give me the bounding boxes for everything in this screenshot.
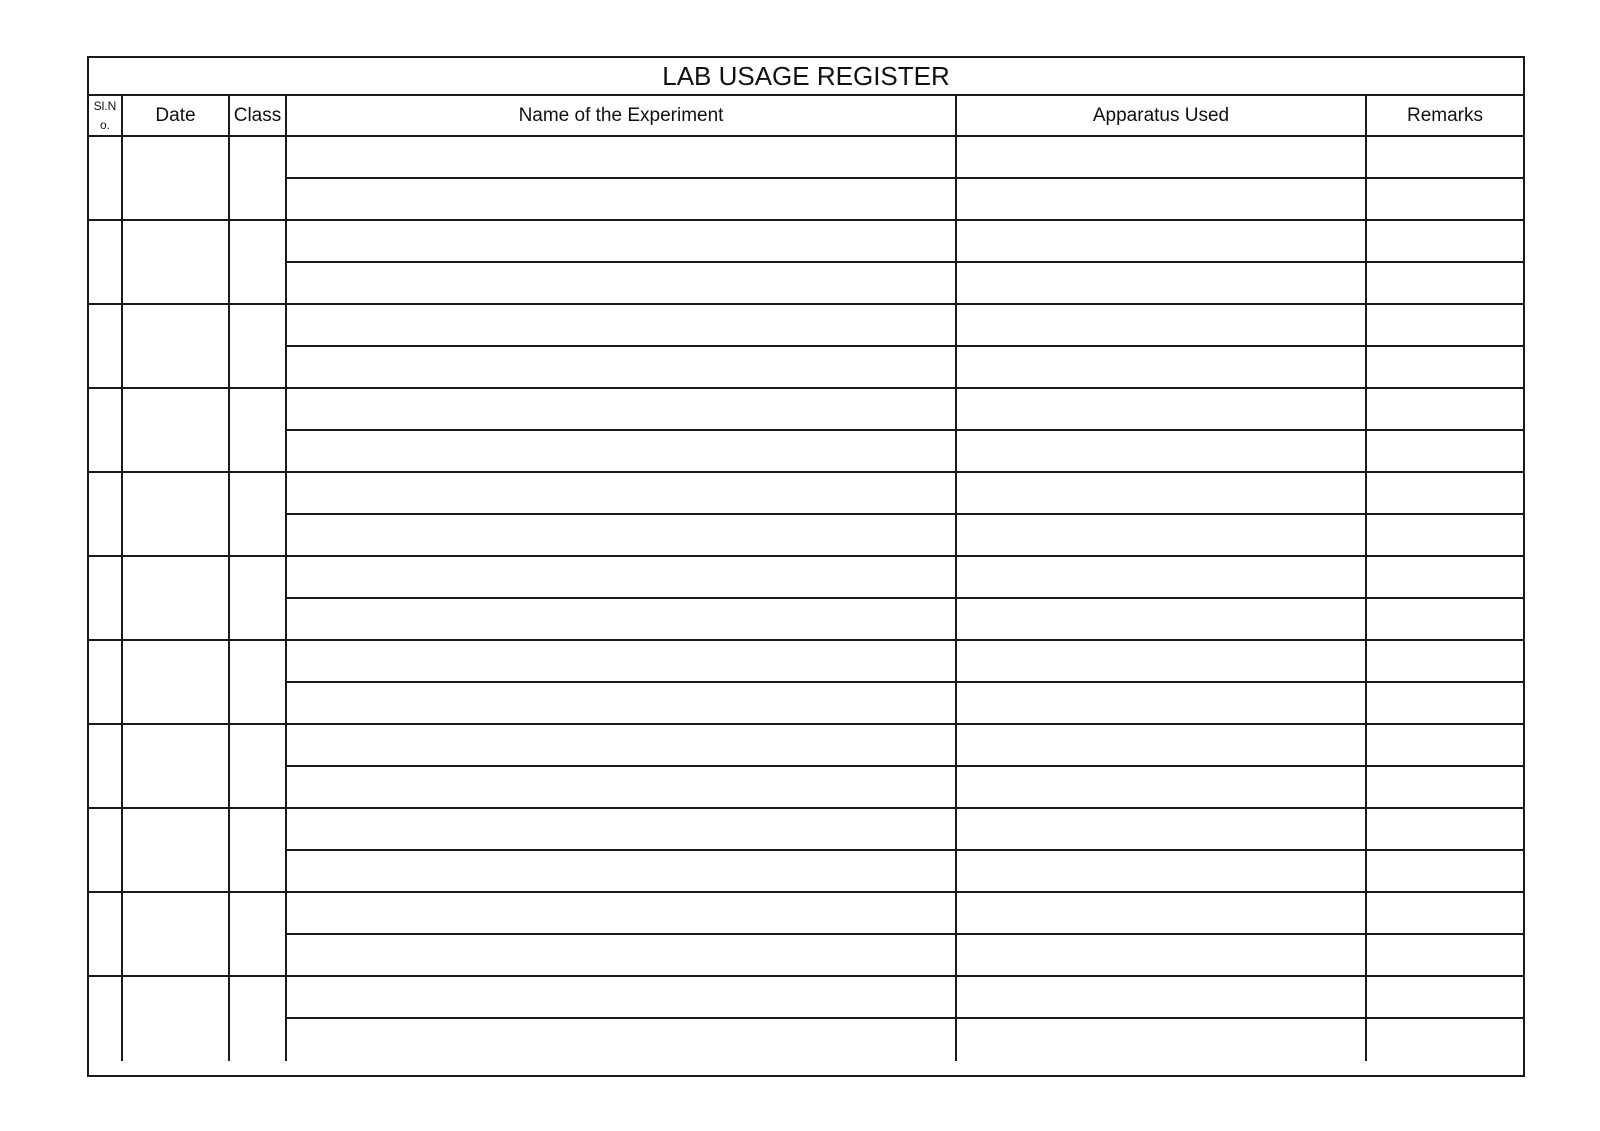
header-date: Date [123, 96, 230, 137]
register-title: LAB USAGE REGISTER [89, 58, 1523, 96]
experiment-cell [287, 305, 957, 347]
date-cell [123, 809, 230, 893]
remarks-cell [1367, 1019, 1523, 1061]
header-apparatus: Apparatus Used [957, 96, 1367, 137]
experiment-cell [287, 179, 957, 221]
remarks-cell [1367, 515, 1523, 557]
apparatus-cell [957, 767, 1367, 809]
apparatus-cell [957, 599, 1367, 641]
apparatus-cell [957, 431, 1367, 473]
sl-no-cell [89, 977, 123, 1061]
experiment-cell [287, 767, 957, 809]
experiment-cell [287, 599, 957, 641]
header-sl-no: Sl.No. [89, 96, 123, 137]
sl-no-cell [89, 725, 123, 809]
remarks-cell [1367, 431, 1523, 473]
header-experiment: Name of the Experiment [287, 96, 957, 137]
remarks-cell [1367, 977, 1523, 1019]
sl-no-cell [89, 389, 123, 473]
experiment-cell [287, 557, 957, 599]
date-cell [123, 557, 230, 641]
apparatus-cell [957, 725, 1367, 767]
experiment-cell [287, 683, 957, 725]
apparatus-cell [957, 683, 1367, 725]
remarks-cell [1367, 137, 1523, 179]
class-cell [230, 977, 287, 1061]
date-cell [123, 893, 230, 977]
apparatus-cell [957, 935, 1367, 977]
remarks-cell [1367, 347, 1523, 389]
remarks-cell [1367, 599, 1523, 641]
sl-no-cell [89, 641, 123, 725]
remarks-cell [1367, 893, 1523, 935]
remarks-cell [1367, 851, 1523, 893]
apparatus-cell [957, 557, 1367, 599]
class-cell [230, 893, 287, 977]
experiment-cell [287, 977, 957, 1019]
class-cell [230, 389, 287, 473]
experiment-cell [287, 851, 957, 893]
apparatus-cell [957, 305, 1367, 347]
experiment-cell [287, 641, 957, 683]
header-remarks: Remarks [1367, 96, 1523, 137]
class-cell [230, 557, 287, 641]
remarks-cell [1367, 389, 1523, 431]
remarks-cell [1367, 179, 1523, 221]
remarks-cell [1367, 305, 1523, 347]
apparatus-cell [957, 851, 1367, 893]
apparatus-cell [957, 809, 1367, 851]
experiment-cell [287, 431, 957, 473]
class-cell [230, 473, 287, 557]
class-cell [230, 809, 287, 893]
experiment-cell [287, 725, 957, 767]
experiment-cell [287, 263, 957, 305]
remarks-cell [1367, 767, 1523, 809]
date-cell [123, 977, 230, 1061]
experiment-cell [287, 1019, 957, 1061]
date-cell [123, 641, 230, 725]
class-cell [230, 641, 287, 725]
date-cell [123, 137, 230, 221]
apparatus-cell [957, 1019, 1367, 1061]
sl-no-cell [89, 137, 123, 221]
experiment-cell [287, 935, 957, 977]
apparatus-cell [957, 641, 1367, 683]
remarks-cell [1367, 221, 1523, 263]
remarks-cell [1367, 641, 1523, 683]
experiment-cell [287, 137, 957, 179]
lab-usage-register-table [87, 56, 1525, 1077]
class-cell [230, 137, 287, 221]
apparatus-cell [957, 263, 1367, 305]
date-cell [123, 221, 230, 305]
date-cell [123, 305, 230, 389]
remarks-cell [1367, 557, 1523, 599]
remarks-cell [1367, 935, 1523, 977]
apparatus-cell [957, 473, 1367, 515]
sl-no-cell [89, 221, 123, 305]
sl-no-cell [89, 305, 123, 389]
experiment-cell [287, 389, 957, 431]
date-cell [123, 725, 230, 809]
sl-no-cell [89, 473, 123, 557]
apparatus-cell [957, 137, 1367, 179]
apparatus-cell [957, 515, 1367, 557]
experiment-cell [287, 221, 957, 263]
date-cell [123, 389, 230, 473]
sl-no-cell [89, 809, 123, 893]
sl-no-cell [89, 557, 123, 641]
sl-no-cell [89, 893, 123, 977]
apparatus-cell [957, 893, 1367, 935]
apparatus-cell [957, 977, 1367, 1019]
remarks-cell [1367, 809, 1523, 851]
apparatus-cell [957, 389, 1367, 431]
remarks-cell [1367, 473, 1523, 515]
apparatus-cell [957, 347, 1367, 389]
apparatus-cell [957, 221, 1367, 263]
class-cell [230, 221, 287, 305]
experiment-cell [287, 893, 957, 935]
date-cell [123, 473, 230, 557]
remarks-cell [1367, 263, 1523, 305]
experiment-cell [287, 473, 957, 515]
experiment-cell [287, 809, 957, 851]
header-class: Class [230, 96, 287, 137]
experiment-cell [287, 347, 957, 389]
experiment-cell [287, 515, 957, 557]
remarks-cell [1367, 725, 1523, 767]
class-cell [230, 725, 287, 809]
remarks-cell [1367, 683, 1523, 725]
class-cell [230, 305, 287, 389]
apparatus-cell [957, 179, 1367, 221]
